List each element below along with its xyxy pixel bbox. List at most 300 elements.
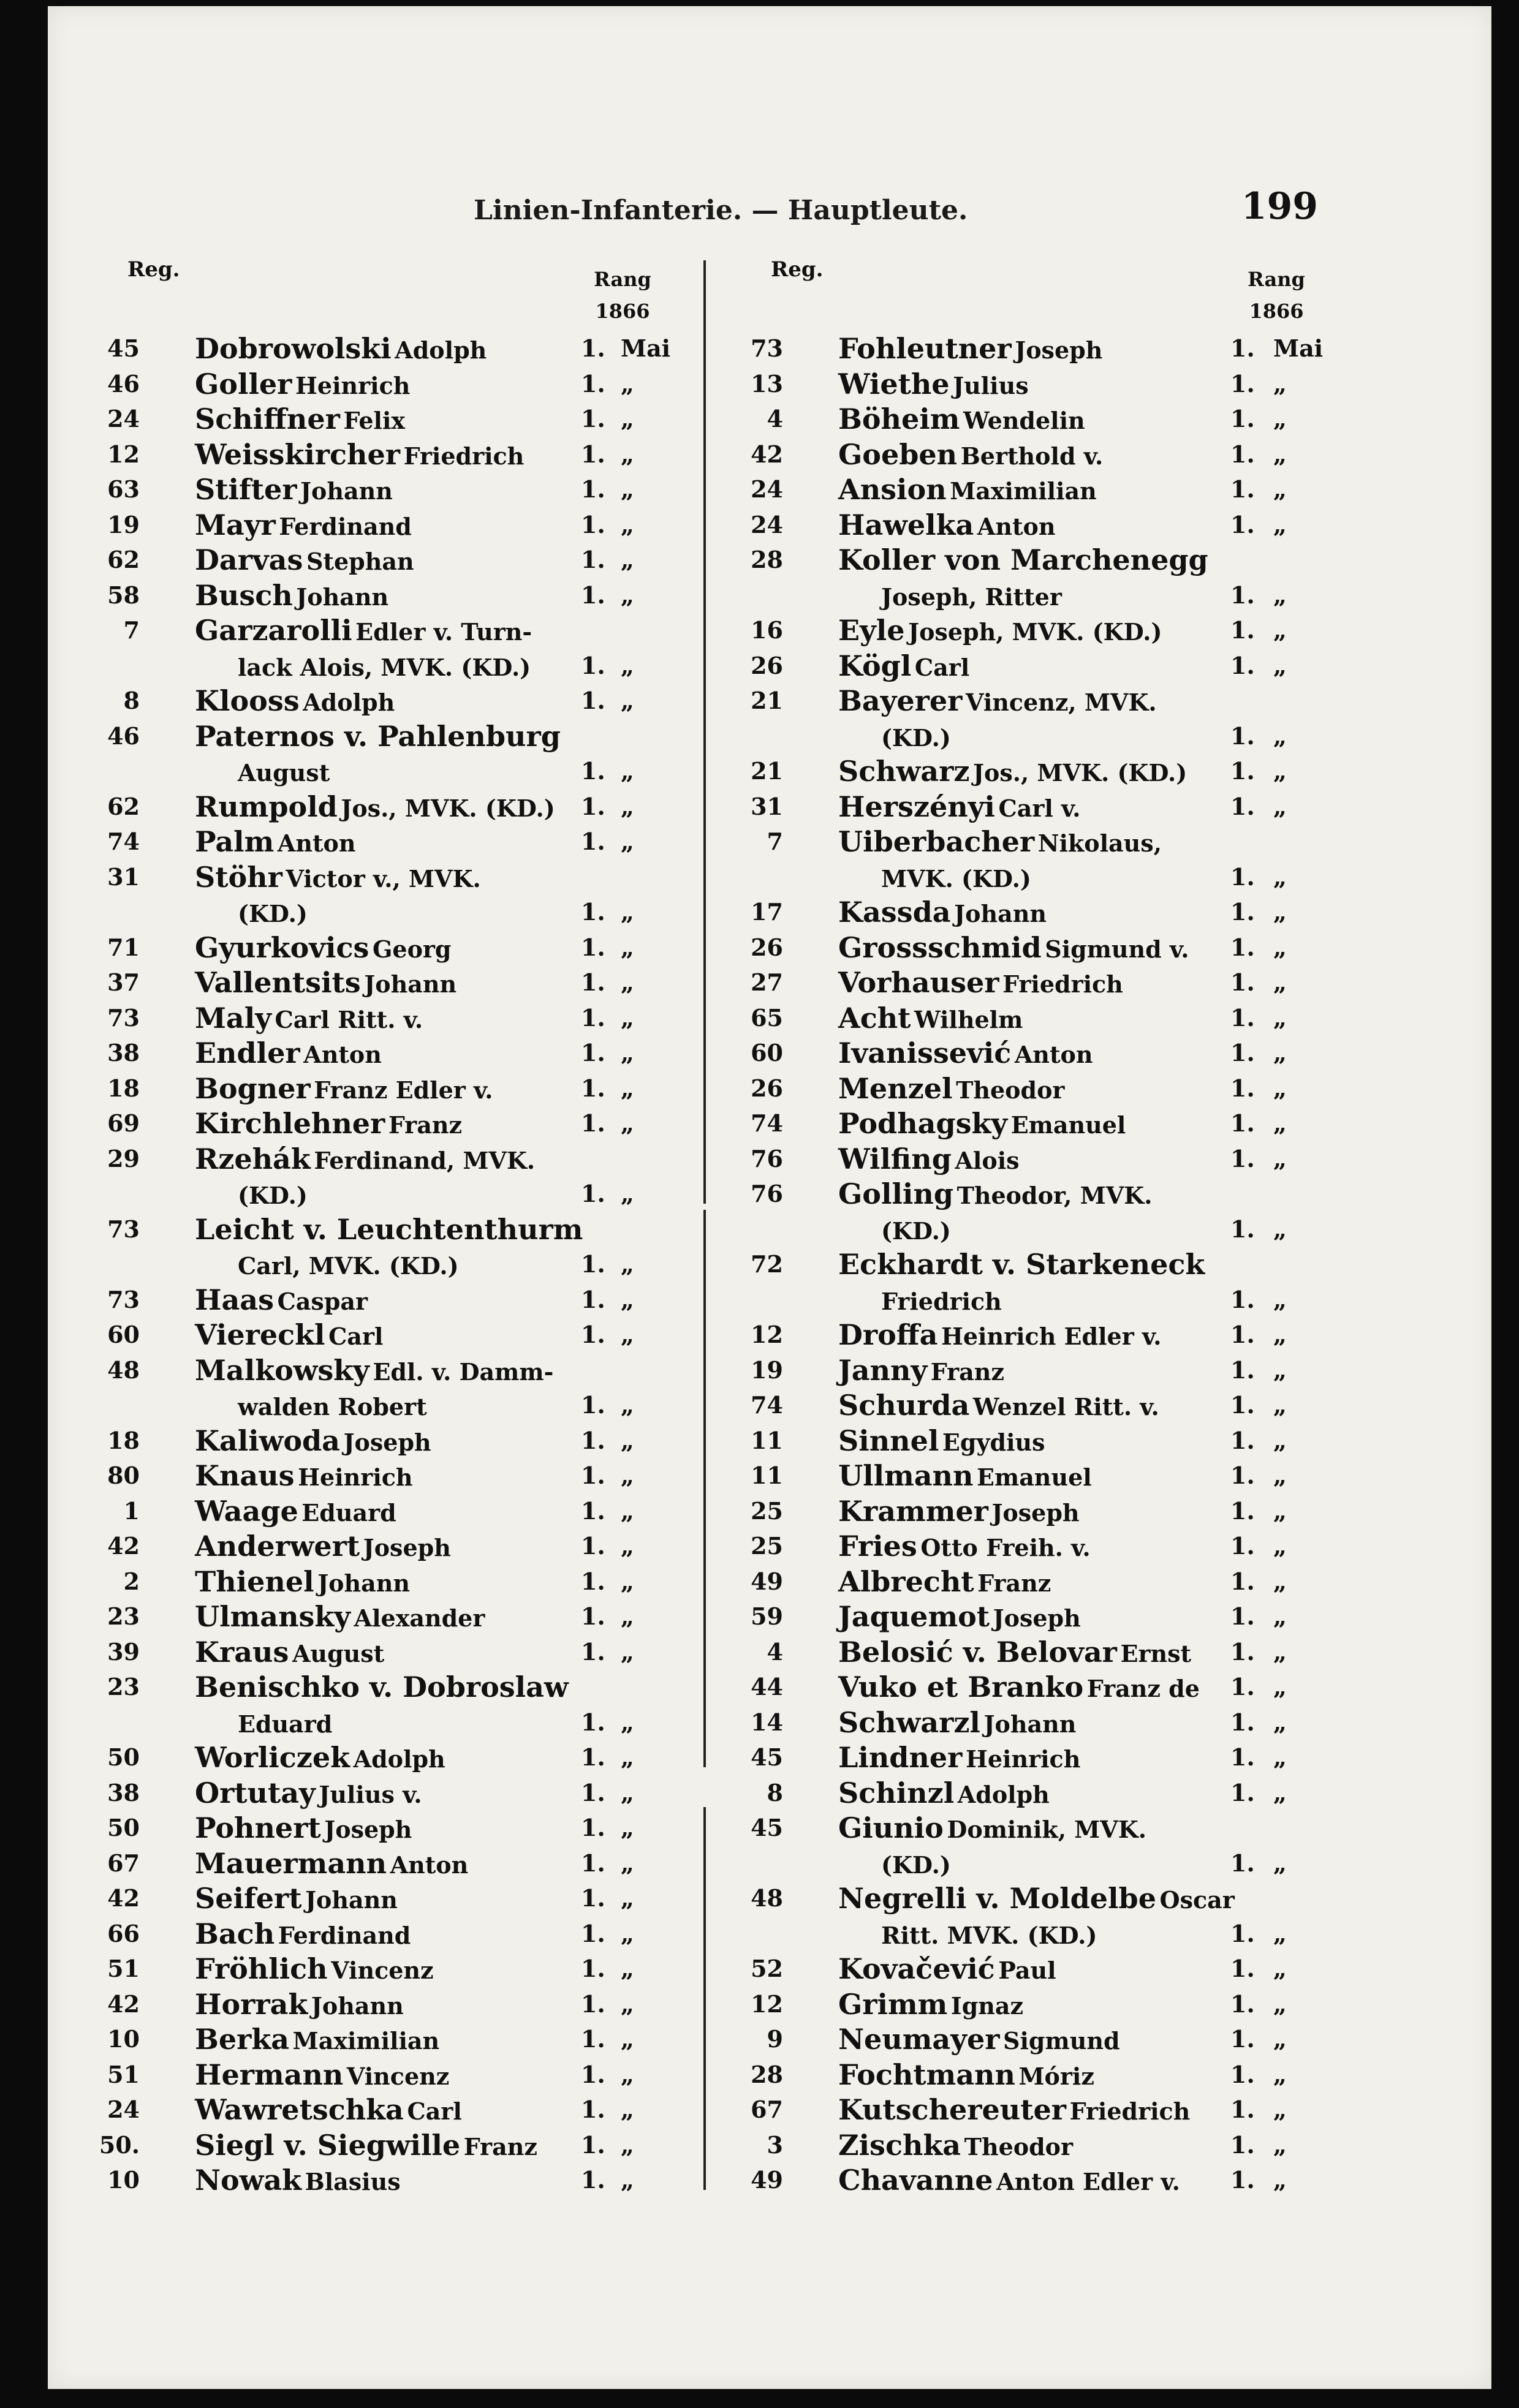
surname: Worliczek xyxy=(195,1741,350,1774)
officer-name xyxy=(195,614,532,647)
rank-date: 1. xyxy=(1230,1778,1255,1806)
rank-date: 1. xyxy=(581,1919,605,1947)
rank-date: 1. xyxy=(581,687,605,714)
given-names: Franz xyxy=(977,1569,1051,1597)
officer-name xyxy=(838,2093,1190,2126)
officer-name xyxy=(838,473,1097,506)
entry-row xyxy=(48,1353,697,1388)
rank-date: 1. xyxy=(581,1003,605,1032)
rank-month: „ xyxy=(1273,1074,1287,1102)
entry-row xyxy=(48,2021,697,2057)
given-names: Eduard xyxy=(238,1710,333,1738)
regiment-number: 26 xyxy=(751,651,783,679)
regiment-number: 39 xyxy=(107,1637,140,1666)
rank-date: 1. xyxy=(1230,757,1255,785)
rank-date: 1. xyxy=(1230,1497,1255,1525)
rank-month: „ xyxy=(1273,722,1287,750)
surname: Pohnert xyxy=(195,1811,321,1844)
surname: Droffa xyxy=(838,1318,938,1351)
given-names: Johann xyxy=(983,1710,1077,1738)
surname: Belosić v. Belovar xyxy=(838,1635,1117,1669)
given-names: Johann xyxy=(311,1991,404,2020)
rank-month: „ xyxy=(621,440,634,468)
given-names: Joseph xyxy=(363,1534,451,1561)
entry-row xyxy=(48,1247,697,1282)
entry-row xyxy=(48,1846,697,1881)
surname: Negrelli v. Moldelbe xyxy=(838,1882,1156,1915)
officer-name xyxy=(838,1988,1023,2021)
officer-name xyxy=(881,861,1031,894)
rank-date: 1. xyxy=(581,2166,605,2194)
regiment-number: 48 xyxy=(107,1356,140,1384)
given-names: Vincenz, MVK. xyxy=(966,689,1157,716)
surname: Haas xyxy=(195,1283,274,1316)
officer-name xyxy=(838,1248,1205,1281)
officer-name xyxy=(838,1600,1081,1633)
officer-name xyxy=(881,579,1062,612)
entry-row xyxy=(48,683,697,719)
surname: Horrak xyxy=(195,1987,308,2021)
officer-name xyxy=(838,2129,1073,2162)
given-names: Jos., MVK. (KD.) xyxy=(973,759,1188,787)
entry-row xyxy=(722,965,1457,1000)
entry-row xyxy=(722,472,1457,507)
surname: Goller xyxy=(195,367,292,401)
officer-name xyxy=(195,2058,449,2091)
given-names: Joseph, MVK. (KD.) xyxy=(908,618,1162,646)
surname: Endler xyxy=(195,1036,300,1070)
rank-month: „ xyxy=(621,1109,634,1137)
entry-row xyxy=(722,683,1457,719)
officer-name xyxy=(195,1636,384,1669)
regiment-number: 25 xyxy=(751,1532,783,1560)
rank-month: „ xyxy=(621,405,634,432)
given-names: Franz xyxy=(930,1357,1004,1386)
rank-date: 1. xyxy=(581,1955,605,1982)
surname: Neumayer xyxy=(838,2023,1000,2056)
rank-date: 1. xyxy=(1230,1074,1255,1102)
entry-row xyxy=(722,930,1457,965)
rank-month: „ xyxy=(621,1532,634,1560)
surname: Giunio xyxy=(838,1811,944,1844)
regiment-number: 11 xyxy=(751,1426,783,1454)
rank-month: „ xyxy=(621,1919,634,1947)
rank-date: 1. xyxy=(581,1462,605,1489)
entry-row xyxy=(722,1634,1457,1670)
regiment-number: 8 xyxy=(123,687,140,714)
rank-date: 1. xyxy=(1230,1990,1255,2018)
entry-row xyxy=(722,1951,1457,1987)
officer-name xyxy=(881,1283,1002,1316)
officer-name xyxy=(838,1776,1050,1810)
rank-date: 1. xyxy=(581,933,605,961)
given-names: Stephan xyxy=(306,548,414,575)
officer-name xyxy=(838,1424,1045,1457)
officer-name xyxy=(195,332,487,365)
regiment-number: 44 xyxy=(751,1673,783,1700)
entry-row xyxy=(722,437,1457,472)
officer-name xyxy=(195,402,405,436)
officer-name xyxy=(838,966,1123,999)
officer-name xyxy=(838,1177,1152,1210)
regiment-number: 10 xyxy=(107,2025,140,2053)
entry-row xyxy=(48,401,697,437)
rank-month: „ xyxy=(1273,581,1287,609)
rank-date: 1. xyxy=(581,2025,605,2053)
officer-name xyxy=(838,1072,1064,1105)
regiment-number: 8 xyxy=(767,1778,783,1806)
surname: Krammer xyxy=(838,1494,988,1528)
rank-date: 1. xyxy=(581,581,605,609)
rank-date: 1. xyxy=(1230,2060,1255,2088)
surname: Darvas xyxy=(195,543,303,576)
rank-date: 1. xyxy=(581,510,605,538)
rank-month: „ xyxy=(1273,1144,1287,1172)
given-names: Heinrich xyxy=(295,371,411,399)
given-names: Friedrich xyxy=(1069,2097,1191,2125)
entry-row xyxy=(722,1493,1457,1529)
rank-date: 1. xyxy=(1230,1356,1255,1384)
rank-date: 1. xyxy=(581,1497,605,1525)
surname: Mayr xyxy=(195,508,276,542)
rank-month: „ xyxy=(621,1708,634,1736)
entry-row xyxy=(722,2057,1457,2093)
surname: Stifter xyxy=(195,473,297,506)
surname: Schwarzl xyxy=(838,1705,980,1739)
rank-date: 1. xyxy=(581,1039,605,1066)
entry-row xyxy=(48,578,697,613)
entry-row xyxy=(722,578,1457,613)
rank-date: 1. xyxy=(581,2131,605,2159)
surname: Thienel xyxy=(195,1564,314,1598)
regiment-number: 63 xyxy=(107,475,140,503)
rank-date: 1. xyxy=(1230,475,1255,503)
officer-name xyxy=(195,1036,382,1070)
entry-row xyxy=(48,1599,697,1634)
entry-row xyxy=(48,1141,697,1177)
given-names: Joseph xyxy=(343,1428,431,1456)
regiment-number: 3 xyxy=(767,2131,783,2159)
rank-date: 1. xyxy=(581,898,605,926)
rank-month: „ xyxy=(1273,1462,1287,1489)
surname: Ulmansky xyxy=(195,1600,351,1633)
regiment-number: 46 xyxy=(107,722,140,750)
rank-month: „ xyxy=(621,1637,634,1666)
rank-month: „ xyxy=(1273,651,1287,679)
entry-row xyxy=(722,331,1457,366)
surname: Weisskircher xyxy=(195,437,400,471)
officer-name xyxy=(195,861,481,894)
given-names: Eduard xyxy=(301,1498,396,1527)
officer-name xyxy=(838,755,1187,788)
surname: Kassda xyxy=(838,896,951,929)
entry-row xyxy=(48,2127,697,2163)
regiment-number: 66 xyxy=(107,1919,140,1947)
given-names: Johann xyxy=(296,583,389,611)
officer-name xyxy=(195,438,524,471)
entry-row xyxy=(722,2021,1457,2057)
rank-month: „ xyxy=(621,2096,634,2123)
regiment-number: 7 xyxy=(767,828,783,855)
regiment-number: 74 xyxy=(751,1391,783,1419)
surname: Golling xyxy=(838,1177,953,1210)
rank-date: 1. xyxy=(1230,1109,1255,1137)
officer-name xyxy=(238,755,330,788)
given-names: Franz Edler v. xyxy=(314,1076,493,1104)
regiment-number: 42 xyxy=(107,1532,140,1560)
rank-date: 1. xyxy=(581,1990,605,2018)
rank-month: „ xyxy=(1273,440,1287,468)
rank-month: „ xyxy=(621,1391,634,1419)
regiment-number: 69 xyxy=(107,1109,140,1137)
surname: Rumpold xyxy=(195,790,338,823)
officer-name xyxy=(838,649,969,682)
officer-name xyxy=(838,1495,1080,1528)
rank-date: 1. xyxy=(1230,1567,1255,1595)
entry-row xyxy=(722,1071,1457,1106)
rank-date: 1. xyxy=(1230,616,1255,644)
given-names: Friedrich xyxy=(881,1287,1002,1315)
rank-month: „ xyxy=(621,1849,634,1877)
surname: Schwarz xyxy=(838,755,970,788)
given-names: Joseph, Ritter xyxy=(881,583,1062,611)
regiment-number: 45 xyxy=(107,334,140,362)
regiment-number: 60 xyxy=(751,1039,783,1066)
regiment-number: 12 xyxy=(751,1321,783,1348)
regiment-number: 7 xyxy=(123,616,140,644)
rank-month: „ xyxy=(621,1180,634,1207)
regiment-number: 10 xyxy=(107,2166,140,2194)
book-page xyxy=(48,6,1491,2389)
surname: Fröhlich xyxy=(195,1952,328,1985)
surname: Gyurkovics xyxy=(195,930,369,964)
entry-row xyxy=(722,401,1457,437)
given-names: Otto Freih. v. xyxy=(920,1534,1091,1561)
rank-date: 1. xyxy=(1230,968,1255,996)
entry-row xyxy=(722,1353,1457,1388)
entry-row xyxy=(722,1599,1457,1634)
rank-month: „ xyxy=(621,1567,634,1595)
entry-row xyxy=(722,1212,1457,1247)
given-names: Sigmund v. xyxy=(1045,935,1189,963)
given-names: Maximilian xyxy=(292,2027,440,2055)
regiment-number: 72 xyxy=(751,1250,783,1278)
entry-row xyxy=(722,1916,1457,1952)
officer-name xyxy=(838,2023,1120,2056)
officer-name xyxy=(195,684,395,717)
regiment-number: 23 xyxy=(107,1602,140,1630)
entry-row xyxy=(48,2057,697,2093)
entry-row xyxy=(48,753,697,789)
entry-row xyxy=(722,1528,1457,1564)
regiment-number: 46 xyxy=(107,369,140,398)
rank-month: Mai xyxy=(1273,334,1324,362)
entry-row xyxy=(48,1881,697,1916)
given-names: Emanuel xyxy=(977,1463,1092,1491)
regiment-number: 9 xyxy=(767,2025,783,2053)
given-names: Ritt. MVK. (KD.) xyxy=(881,1921,1097,1949)
rank-date: 1. xyxy=(1230,651,1255,679)
given-names: Ernst xyxy=(1120,1639,1192,1667)
rank-date: 1. xyxy=(581,1532,605,1560)
regiment-number: 12 xyxy=(751,1990,783,2018)
rank-date: 1. xyxy=(1230,405,1255,432)
entry-row xyxy=(48,824,697,859)
rank-month: „ xyxy=(1273,1990,1287,2018)
rank-date: 1. xyxy=(581,1321,605,1348)
officer-name xyxy=(195,1424,431,1457)
rank-month: „ xyxy=(1273,898,1287,926)
officer-name xyxy=(838,1389,1159,1422)
surname: Vallentsits xyxy=(195,966,361,999)
rank-date: 1. xyxy=(581,2060,605,2088)
entry-row xyxy=(48,1528,697,1564)
regiment-number: 24 xyxy=(107,2096,140,2123)
rank-date: 1. xyxy=(1230,1039,1255,1066)
surname: Fochtmann xyxy=(838,2058,1015,2091)
given-names: Alois xyxy=(955,1146,1020,1174)
entry-row xyxy=(48,719,697,754)
entry-row xyxy=(722,507,1457,543)
column-divider-upper xyxy=(703,260,706,1204)
surname: Hawelka xyxy=(838,508,974,542)
officer-name xyxy=(838,1107,1126,1140)
officer-name xyxy=(838,332,1102,365)
rank-date: 1. xyxy=(1230,2166,1255,2194)
reg-header: Reg. xyxy=(771,257,824,282)
entry-row xyxy=(48,1071,697,1106)
regiment-number: 45 xyxy=(751,1814,783,1841)
given-names: Anton xyxy=(390,1851,469,1879)
entry-row xyxy=(722,1317,1457,1353)
regiment-number: 24 xyxy=(751,475,783,503)
rank-month: „ xyxy=(621,1778,634,1806)
rank-month: „ xyxy=(621,1321,634,1348)
given-names: Julius xyxy=(953,371,1029,399)
given-names: Heinrich xyxy=(965,1745,1081,1773)
rank-date: 1. xyxy=(1230,722,1255,750)
surname: Koller von Marchenegg xyxy=(838,543,1208,576)
entry-row xyxy=(48,1317,697,1353)
rank-date: 1. xyxy=(1230,1426,1255,1454)
regiment-number: 18 xyxy=(107,1426,140,1454)
surname: Menzel xyxy=(838,1071,953,1105)
given-names: Johann xyxy=(364,970,457,998)
officer-name xyxy=(838,508,1056,542)
surname: Böheim xyxy=(838,402,960,436)
entry-row xyxy=(48,472,697,507)
given-names: Anton xyxy=(303,1041,382,1068)
entry-row xyxy=(722,824,1457,859)
regiment-number: 71 xyxy=(107,933,140,961)
regiment-number: 59 xyxy=(751,1602,783,1630)
regiment-number: 23 xyxy=(107,1673,140,1700)
given-names: Johann xyxy=(300,477,393,505)
regiment-number: 51 xyxy=(107,2060,140,2088)
rank-date: 1. xyxy=(581,828,605,855)
surname: Anderwert xyxy=(195,1530,360,1563)
regiment-number: 25 xyxy=(751,1497,783,1525)
given-names: Carl Ritt. v. xyxy=(275,1005,423,1033)
rank-month: „ xyxy=(621,1074,634,1102)
left-column-header xyxy=(48,251,722,331)
entry-row xyxy=(722,894,1457,930)
rank-month: „ xyxy=(1273,1356,1287,1384)
rank-date: 1. xyxy=(1230,1673,1255,1700)
officer-name xyxy=(838,1354,1004,1387)
officer-name xyxy=(195,1988,404,2021)
entry-row xyxy=(48,613,697,648)
regiment-number: 31 xyxy=(751,792,783,820)
given-names: Felix xyxy=(343,407,406,434)
entry-row xyxy=(48,1740,697,1775)
given-names: Ferdinand, MVK. xyxy=(314,1146,536,1174)
entry-row xyxy=(48,648,697,684)
rank-date: 1. xyxy=(1230,898,1255,926)
rank-month: „ xyxy=(621,1814,634,1841)
given-names: Egydius xyxy=(942,1428,1045,1456)
surname: Eyle xyxy=(838,614,905,647)
given-names: Theodor xyxy=(964,2132,1074,2161)
entry-row xyxy=(48,507,697,543)
regiment-number: 48 xyxy=(751,1884,783,1912)
officer-name xyxy=(838,1002,1023,1035)
rank-month: „ xyxy=(1273,757,1287,785)
rank-month: „ xyxy=(1273,862,1287,891)
rank-date: 1. xyxy=(1230,1285,1255,1313)
regiment-number: 19 xyxy=(751,1356,783,1384)
entry-row xyxy=(722,1740,1457,1775)
officer-name xyxy=(838,1670,1200,1704)
rank-date: 1. xyxy=(1230,1391,1255,1419)
officer-name xyxy=(195,825,356,858)
rank-date: 1. xyxy=(1230,2025,1255,2053)
given-names: Theodor, MVK. xyxy=(956,1182,1153,1209)
rank-month: „ xyxy=(1273,2060,1287,2088)
given-names: Ignaz xyxy=(950,1991,1024,2020)
officer-name xyxy=(195,1917,411,1950)
officer-name xyxy=(238,896,308,929)
rank-date: 1. xyxy=(581,1109,605,1137)
rank-date: 1. xyxy=(581,1814,605,1841)
column-divider-middle xyxy=(703,1210,706,1767)
officer-name xyxy=(838,1142,1020,1176)
regiment-number: 62 xyxy=(107,546,140,573)
given-names: Carl v. xyxy=(998,794,1081,822)
given-names: Friedrich xyxy=(403,442,525,470)
given-names: Edler v. Turn- xyxy=(355,618,532,646)
rank-month: „ xyxy=(621,651,634,679)
surname: Kögl xyxy=(838,649,912,682)
regiment-number: 28 xyxy=(751,546,783,573)
regiment-number: 73 xyxy=(751,334,783,362)
officer-name xyxy=(838,1706,1076,1739)
rank-date: 1. xyxy=(1230,334,1255,362)
entry-row xyxy=(722,1846,1457,1881)
entry-row xyxy=(722,1141,1457,1177)
rank-date: 1. xyxy=(1230,1532,1255,1560)
rank-month: „ xyxy=(621,792,634,820)
regiment-number: 18 xyxy=(107,1074,140,1102)
officer-name xyxy=(238,1248,459,1281)
surname: Stöhr xyxy=(195,860,282,894)
rang-header xyxy=(586,263,659,327)
officer-name xyxy=(238,649,531,682)
surname: Malkowsky xyxy=(195,1353,369,1387)
rank-date: 1. xyxy=(581,1567,605,1595)
officer-name xyxy=(195,368,410,401)
rank-month: „ xyxy=(1273,1743,1287,1771)
